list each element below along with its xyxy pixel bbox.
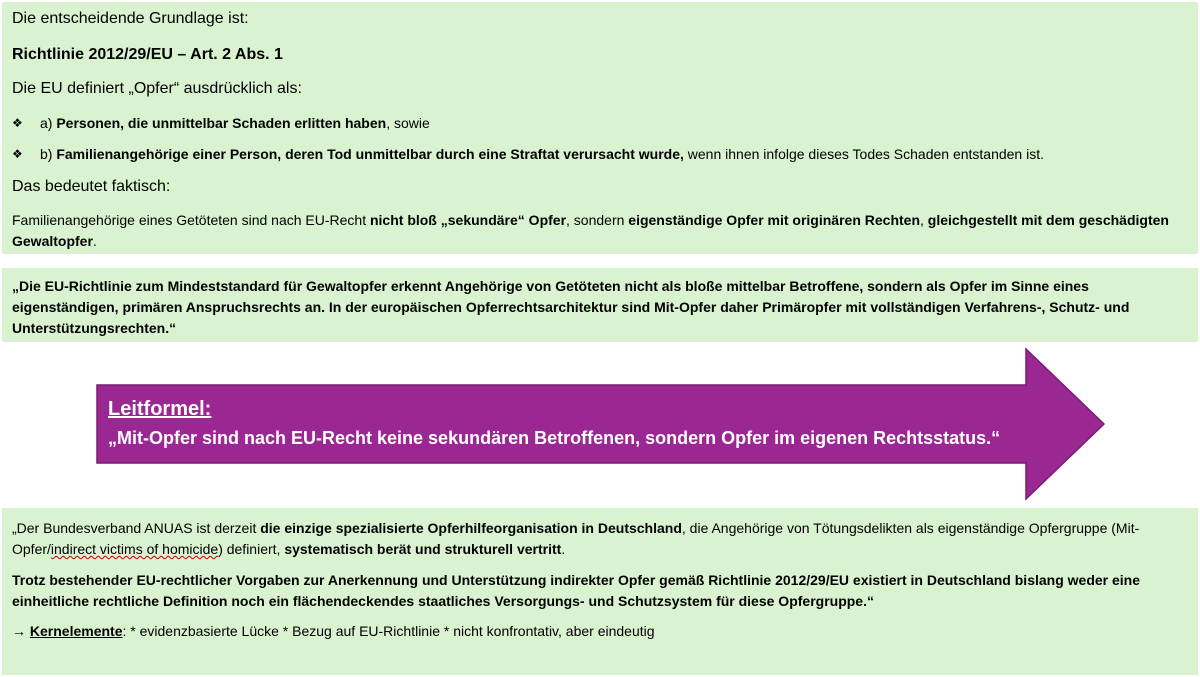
leitformel-formula: „Mit-Opfer sind nach EU-Recht keine sekundären Betroffenen, sondern Opfer im eigenen Rechtsstatus.“ xyxy=(108,428,1001,448)
four-diamond-bullet-icon: ❖ xyxy=(12,147,23,161)
bullet-item-b: b) Familienangehörige einer Person, deren Tod unmittelbar durch eine Straftat verursacht wurde, wenn ihnen infolge dieses Todes Schaden entstanden ist. xyxy=(40,146,1045,162)
definition-panel xyxy=(2,2,1198,254)
arrow-shape xyxy=(96,348,1106,500)
leitformel-arrow xyxy=(96,348,1106,500)
fact-paragraph: Familienangehörige eines Getöteten sind nach EU-Recht nicht bloß „sekundäre“ Opfer, sondern eigenständige Opfer mit originären Rechten, gleichgestellt mit dem geschädigten Gewaltopfer. xyxy=(12,212,1169,249)
anuas-panel xyxy=(2,508,1198,675)
bullet-item-a: a) Personen, die unmittelbar Schaden erlitten haben, sowie xyxy=(40,115,430,131)
meaning-label: Das bedeutet faktisch: xyxy=(12,178,171,195)
quote-panel xyxy=(2,268,1198,342)
leitformel-title: Leitformel: xyxy=(108,398,212,420)
anuas-paragraph: „Der Bundesverband ANUAS ist derzeit die einzige spezialisierte Opferhilfeorganisation in Deutschland, die Angehörige von Tötungsdelikten als eigenständige Opfergruppe (Mit-Opfer/indirect victims of homicide) definiert, systematisch berät und strukturell vertritt. xyxy=(12,520,1140,557)
kernelemente-line: → Kernelemente: * evidenzbasierte Lücke * Bezug auf EU-Richtlinie * nicht konfrontativ, aber eindeutig xyxy=(12,623,655,639)
gap-paragraph: Trotz bestehender EU-rechtlicher Vorgaben zur Anerkennung und Unterstützung indirekter Opfer gemäß Richtlinie 2012/29/EU existiert in Deutschland bislang weder eine einheitliche rechtliche Definition noch ein flächendeckendes staatliches Versorgungs- und Schutzsystem für diese Opfergruppe.“ xyxy=(12,572,1141,609)
directive-quote: „Die EU-Richtlinie zum Mindeststandard für Gewaltopfer erkennt Angehörige von Getöteten nicht als bloße mittelbar Betroffene, sondern als Opfer im Sinne eines eigenständigen, primären Anspruchsrechts an. In der europäischen Opferrechtsarchitektur sind Mit-Opfer daher Primäropfer mit vollständigen Verfahrens-, Schutz- und Unterstützungsrechten.“ xyxy=(12,278,1130,336)
definition-text: Die EU definiert „Opfer“ ausdrücklich als: xyxy=(12,80,302,97)
intro-text: Die entscheidende Grundlage ist: xyxy=(12,10,249,27)
arrow-right-icon: → xyxy=(12,623,30,639)
arrow-polygon xyxy=(97,349,1104,499)
four-diamond-bullet-icon: ❖ xyxy=(12,116,23,130)
directive-heading: Richtlinie 2012/29/EU – Art. 2 Abs. 1 xyxy=(12,46,283,63)
